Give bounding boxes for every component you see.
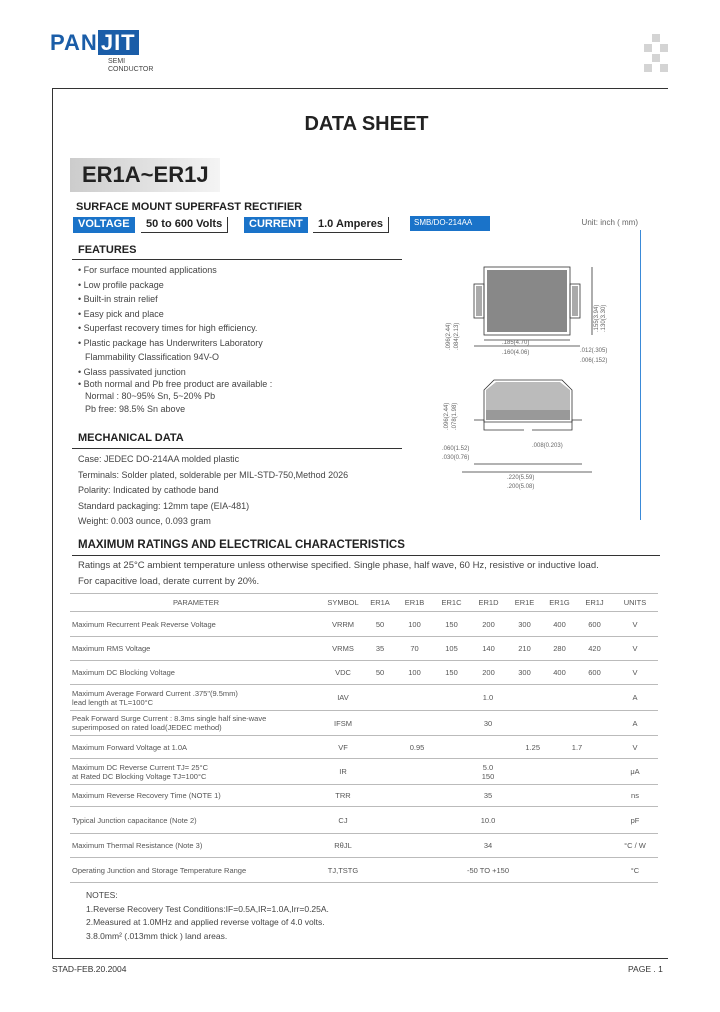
voltage-value: 50 to 600 Volts — [141, 217, 228, 233]
frame-left-rule — [52, 88, 53, 958]
decor-square — [652, 54, 660, 62]
frame-bottom-rule — [52, 958, 668, 959]
unit-label: Unit: inch ( mm) — [581, 218, 638, 227]
mechanical-heading: MECHANICAL DATA — [78, 432, 184, 444]
table-row: Typical Junction capacitance (Note 2) CJ 10.0 pF — [70, 807, 658, 834]
feature-item: Pb free: 98.5% Sn above — [85, 404, 186, 414]
table-row: Maximum RMS Voltage VRMS 35 70 105 140 210 280 420 V — [70, 637, 658, 661]
mech-line: Standard packaging: 12mm tape (EIA-481) — [78, 500, 250, 511]
dim-label: .060(1.52) — [442, 446, 470, 452]
note-item: 1.Reverse Recovery Test Conditions:IF=0.5A,IR=1.0A,Irr=0.25A. — [86, 903, 329, 914]
dim-label: .006(.152) — [580, 358, 608, 364]
dim-label: .012(.305) — [580, 348, 608, 354]
dim-label: .200(5.08) — [507, 484, 535, 490]
current-value: 1.0 Amperes — [313, 217, 389, 233]
current-label: CURRENT — [244, 217, 308, 233]
feature-item: • Plastic package has Underwriters Laboratory — [78, 337, 263, 348]
feature-item: Flammability Classification 94V-O — [85, 352, 220, 362]
package-body — [487, 270, 567, 332]
table-row: Maximum Reverse Recovery Time (NOTE 1) TRR 35 ns — [70, 785, 658, 807]
logo-text-pan: PAN — [50, 30, 98, 55]
dim-label: .185(4.70) — [502, 340, 530, 346]
dim-label: .096(2.44) — [446, 322, 452, 350]
column-header: UNITS — [612, 594, 658, 612]
feature-item: • Built-in strain relief — [78, 294, 158, 304]
decor-square — [652, 34, 660, 42]
feature-item: • Superfast recovery times for high efficiency. — [78, 323, 258, 333]
column-header: ER1A — [364, 594, 396, 612]
product-subtitle: SURFACE MOUNT SUPERFAST RECTIFIER — [76, 201, 303, 213]
mech-line: Terminals: Solder plated, solderable per MIL-STD-750,Method 2026 — [78, 469, 349, 480]
dim-label: .096(2.44) — [444, 402, 450, 430]
note-item: 3.8.0mm² (.013mm thick ) land areas. — [86, 930, 228, 941]
column-header: ER1B — [396, 594, 433, 612]
dim-label: .160(4.06) — [502, 350, 530, 356]
column-header: ER1E — [507, 594, 542, 612]
dim-label: .008(0.203) — [532, 443, 563, 449]
footer-date: STAD-FEB.20.2004 — [52, 964, 127, 974]
table-header-row — [70, 594, 658, 612]
feature-item: Normal : 80~95% Sn, 5~20% Pb — [85, 391, 216, 401]
dim-label: .220(5.59) — [507, 475, 535, 481]
decor-square — [660, 44, 668, 52]
footer-page: PAGE . 1 — [628, 964, 663, 974]
mech-line: Case: JEDEC DO-214AA molded plastic — [78, 454, 240, 464]
column-header: ER1G — [542, 594, 577, 612]
brand-logo — [50, 30, 139, 56]
table-row: Maximum Thermal Resistance (Note 3) RθJL 34 °C / W — [70, 834, 658, 858]
column-header: ER1C — [433, 594, 470, 612]
feature-item: • Glass passivated junction — [78, 366, 186, 377]
table-row: Maximum Recurrent Peak Reverse Voltage VRRM 50 100 150 200 300 400 600 V — [70, 612, 658, 637]
ratings-table — [70, 593, 658, 883]
dim-label: .130(3.30) — [601, 304, 607, 332]
logo-sub-line2: CONDUCTOR — [108, 66, 154, 73]
decor-square — [644, 44, 652, 52]
ratings-rule — [72, 555, 660, 556]
feature-item: • Easy pick and place — [78, 308, 164, 319]
features-heading: FEATURES — [78, 244, 137, 256]
voltage-label: VOLTAGE — [73, 217, 135, 233]
table-row: Maximum Forward Voltage at 1.0A VF 0.95 1.25 1.7 V — [70, 736, 658, 759]
dim-label: .078(1.98) — [452, 402, 458, 430]
ratings-intro-line: Ratings at 25°C ambient temperature unless otherwise specified. Single phase, half wave, 60 Hz, resistive or inductive load. — [78, 560, 599, 571]
column-header: ER1D — [470, 594, 507, 612]
dim-label: .084(2.13) — [454, 322, 460, 350]
page-title: DATA SHEET — [304, 113, 429, 135]
mech-line: Polarity: Indicated by cathode band — [78, 485, 219, 495]
frame-top-rule — [52, 88, 668, 89]
feature-item: • Low profile package — [78, 279, 164, 290]
mechanical-rule — [72, 448, 402, 449]
features-rule — [72, 259, 402, 260]
notes-section — [86, 889, 646, 943]
dim-label: .155(3.94) — [594, 304, 600, 332]
table-row: Peak Forward Surge Current : 8.3ms single half sine-wave superimposed on rated load(JEDEC method) IFSM 30 A — [70, 711, 658, 736]
dim-label: .030(0.76) — [442, 455, 470, 461]
mechanical-list — [78, 452, 408, 530]
ratings-intro — [78, 558, 668, 589]
ratings-intro-line: For capacitive load, derate current by 20%. — [78, 575, 260, 587]
features-list — [78, 263, 408, 416]
table-row: Maximum Average Forward Current .375"(9.5mm) lead length at TL=100°C IAV 1.0 A — [70, 685, 658, 711]
table-row: Operating Junction and Storage Temperature Range TJ,TSTG -50 TO +150 °C — [70, 858, 658, 883]
decor-square — [644, 64, 652, 72]
mech-line: Weight: 0.003 ounce, 0.093 gram — [78, 516, 211, 526]
diagram-border — [640, 230, 641, 520]
table-row: Maximum DC Blocking Voltage VDC 50 100 150 200 300 400 600 V — [70, 661, 658, 685]
feature-item: • For surface mounted applications — [78, 265, 217, 275]
ratings-heading: MAXIMUM RATINGS AND ELECTRICAL CHARACTERISTICS — [78, 539, 405, 551]
package-header — [410, 216, 640, 231]
decor-square — [660, 64, 668, 72]
part-number: ER1A~ER1J — [70, 158, 220, 192]
notes-heading: NOTES: — [86, 890, 118, 900]
column-header: PARAMETER — [70, 594, 322, 612]
logo-sub-line1: SEMI — [108, 58, 126, 65]
note-item: 2.Measured at 1.0MHz and applied reverse voltage of 4.0 volts. — [86, 917, 325, 927]
table-row: Maximum DC Reverse Current TJ= 25°C at Rated DC Blocking Voltage TJ=100°C IR 5.0 150 μA — [70, 759, 658, 785]
logo-text-jit: JIT — [98, 30, 139, 55]
logo-subtext — [108, 58, 153, 74]
package-diagram — [412, 232, 640, 522]
feature-item: • Both normal and Pb free product are available : — [78, 379, 273, 389]
column-header: SYMBOL — [322, 594, 364, 612]
package-name: SMB/DO-214AA — [410, 216, 490, 231]
column-header: ER1J — [577, 594, 612, 612]
